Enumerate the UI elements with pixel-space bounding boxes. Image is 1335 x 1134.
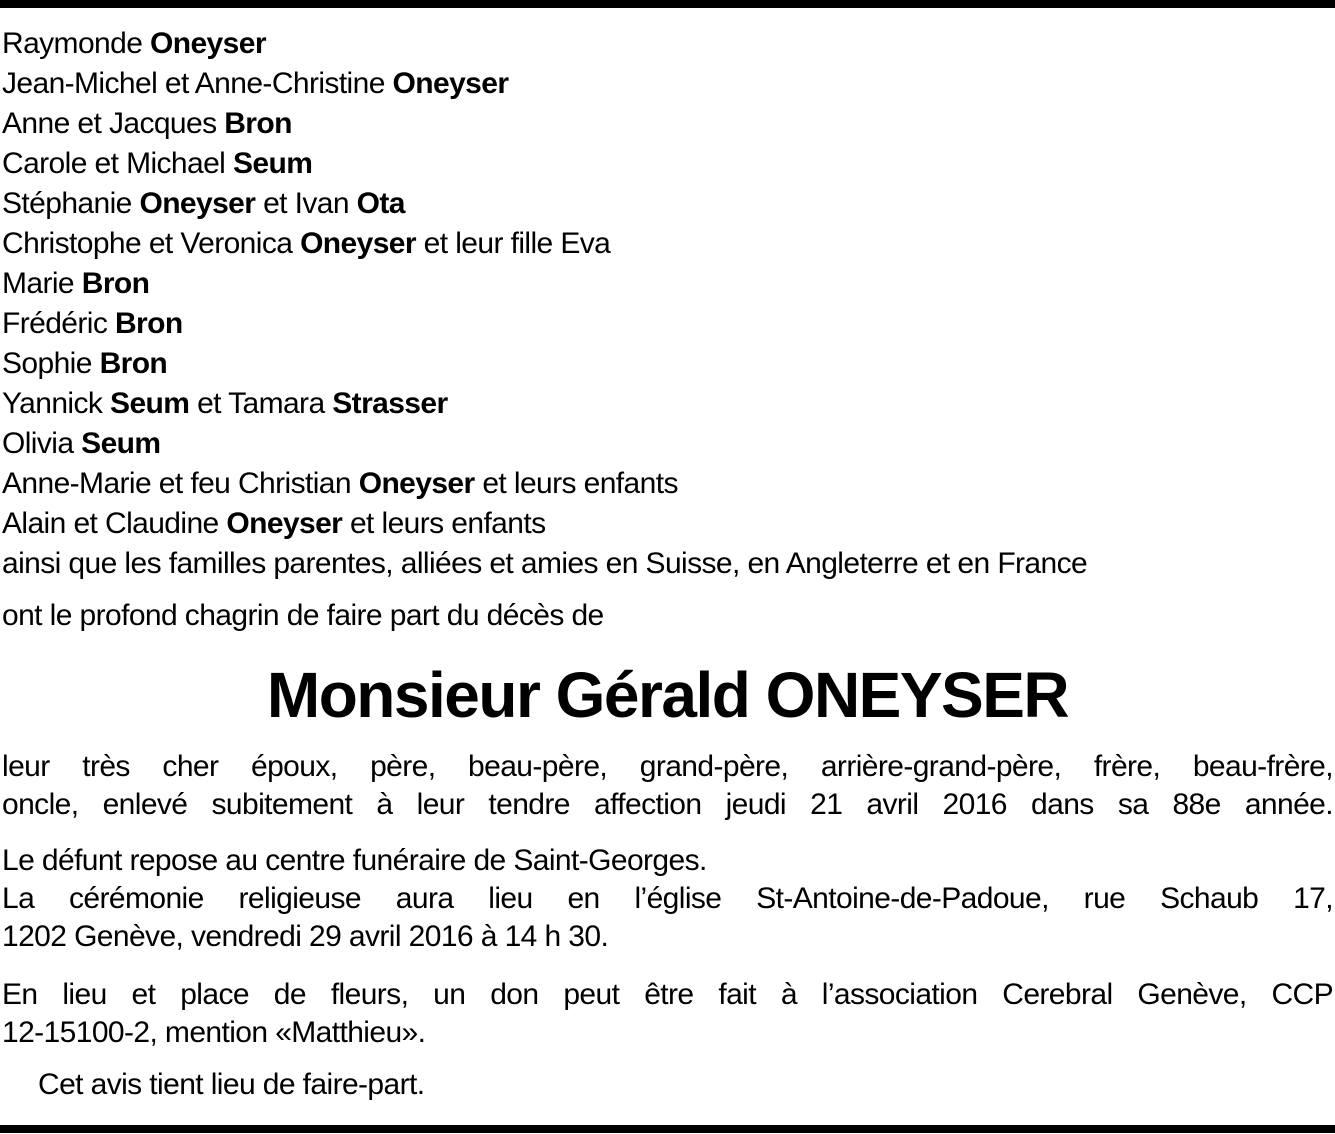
- intro-text: ont le profond chagrin de faire part du décès de: [2, 599, 604, 632]
- family-surname: Oneyser: [358, 467, 475, 500]
- family-member-line: [2, 104, 1332, 144]
- paragraph-line: 12-15100-2, mention «Matthieu».: [2, 1016, 426, 1049]
- family-member-line: [2, 384, 1332, 424]
- family-member-line: [2, 464, 1332, 504]
- family-surname: Oneyser: [139, 187, 256, 220]
- closing-note: Cet avis tient lieu de faire-part.: [38, 1068, 425, 1101]
- family-text: Yannick: [2, 387, 111, 420]
- deceased-name-heading: Monsieur Gérald ONEYSER: [266, 659, 1069, 731]
- family-text: et Tamara: [189, 387, 333, 420]
- family-surname: Oneyser: [392, 67, 509, 100]
- family-member-line: [2, 64, 1332, 104]
- donation-paragraph: [2, 976, 1333, 1052]
- family-text: Marie: [2, 267, 82, 300]
- family-text: Sophie: [2, 347, 100, 380]
- family-member-line: [2, 504, 1332, 544]
- family-text: Raymonde: [2, 27, 151, 60]
- paragraph-line: 1202 Genève, vendredi 29 avril 2016 à 14 h 30.: [2, 920, 609, 953]
- family-surname: Bron: [99, 347, 168, 380]
- family-text: Anne et Jacques: [2, 107, 225, 140]
- family-text: Jean-Michel et Anne-Christine: [2, 67, 393, 100]
- family-text: ainsi que les familles parentes, alliées et amies en Suisse, en Angleterre et en France: [2, 547, 1088, 580]
- family-text: et Ivan: [255, 187, 357, 220]
- family-surname: Bron: [114, 307, 183, 340]
- family-surname: Seum: [110, 387, 190, 420]
- family-member-line: [2, 144, 1332, 184]
- family-surname: Strasser: [332, 387, 448, 420]
- family-text: Alain et Claudine: [2, 507, 227, 540]
- paragraph-line: En lieu et place de fleurs, un don peut être fait à l’association Cerebral Genève, CCP: [2, 978, 1333, 1011]
- family-text: Olivia: [2, 427, 82, 460]
- family-text: Christophe et Veronica: [2, 227, 301, 260]
- family-member-line: [2, 184, 1332, 224]
- ceremony-paragraph: [2, 842, 1333, 956]
- top-border-rule: [0, 0, 1335, 8]
- family-text: et leurs enfants: [474, 467, 678, 500]
- family-surname: Seum: [232, 147, 313, 180]
- family-members-list: [2, 24, 1332, 584]
- family-member-line: [2, 304, 1332, 344]
- family-member-line: [2, 264, 1332, 304]
- paragraph-line: Le défunt repose au centre funéraire de Saint-Georges.: [2, 844, 707, 877]
- family-text: Anne-Marie et feu Christian: [2, 467, 359, 500]
- paragraph-line: oncle, enlevé subitement à leur tendre affection jeudi 21 avril 2016 dans sa 88e année.: [2, 788, 1333, 821]
- family-member-line: [2, 224, 1332, 264]
- relationship-paragraph: [2, 748, 1333, 824]
- paragraph-line: La cérémonie religieuse aura lieu en l’église St-Antoine-de-Padoue, rue Schaub 17,: [2, 882, 1333, 915]
- family-surname: Ota: [356, 187, 405, 220]
- family-text: Frédéric: [2, 307, 115, 340]
- family-surname: Seum: [81, 427, 161, 460]
- family-surname: Bron: [224, 107, 292, 140]
- family-text: et leurs enfants: [342, 507, 546, 540]
- family-member-line: [2, 544, 1332, 584]
- paragraph-line: leur très cher époux, père, beau-père, grand-père, arrière-grand-père, frère, beau-frère,: [2, 750, 1333, 783]
- family-surname: Bron: [81, 267, 150, 300]
- family-member-line: [2, 24, 1332, 64]
- bottom-border-rule: [0, 1125, 1335, 1133]
- family-text: Stéphanie: [2, 187, 140, 220]
- family-member-line: [2, 424, 1332, 464]
- family-text: et leur fille Eva: [415, 227, 611, 260]
- family-surname: Oneyser: [226, 507, 343, 540]
- family-surname: Oneyser: [300, 227, 416, 260]
- family-text: Carole et Michael: [2, 147, 233, 180]
- family-member-line: [2, 344, 1332, 384]
- family-surname: Oneyser: [150, 27, 266, 60]
